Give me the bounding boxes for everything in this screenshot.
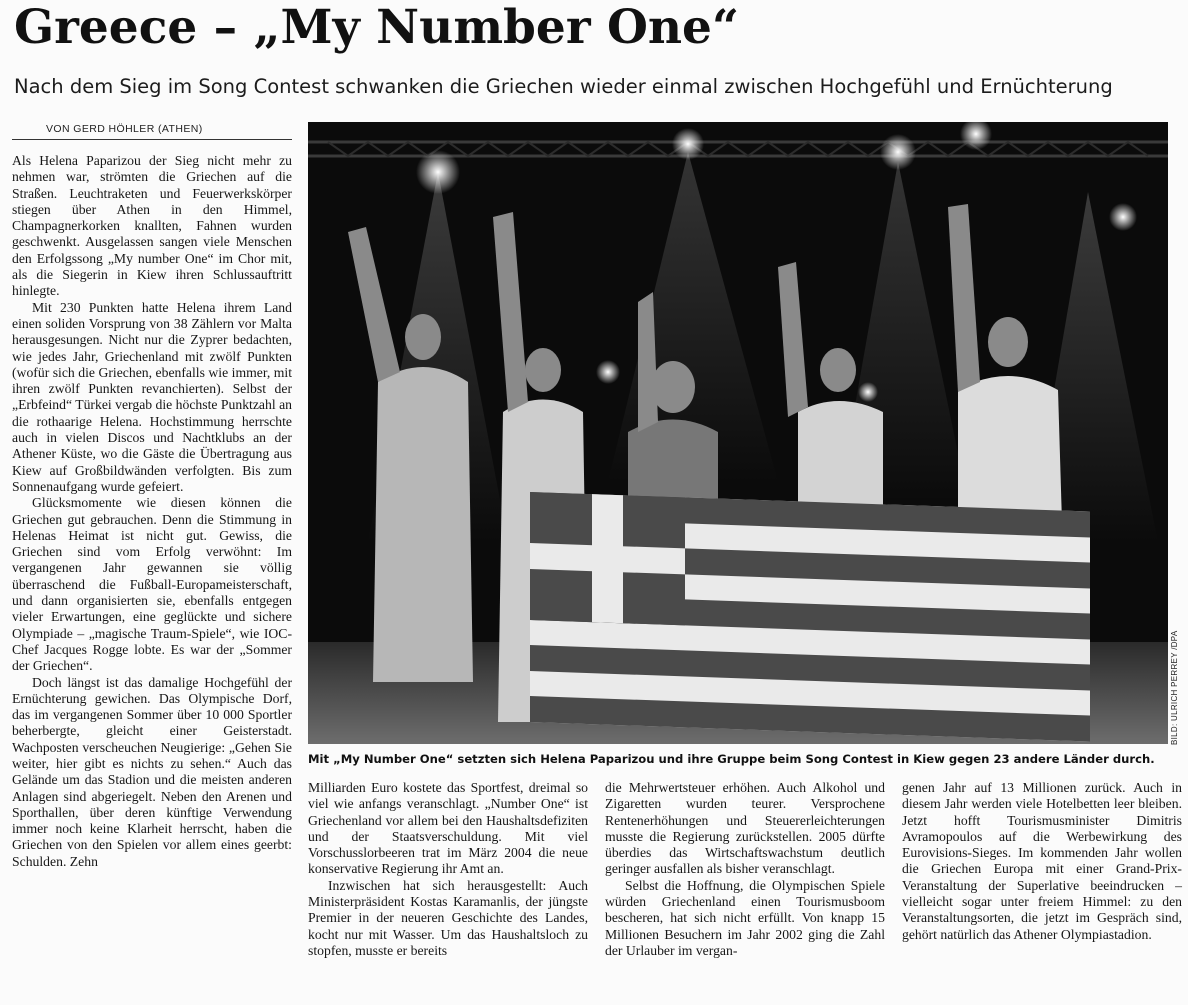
stage-photo [308, 122, 1168, 744]
paragraph: Selbst die Hoffnung, die Olympischen Spiele würden Griechenland einen Tourismusboom bescheren, hat sich nicht erfüllt. Von knapp 15 Millionen Besuchern im Jahr 2002 ging die Zahl der Urlauber im vergan- [605, 877, 885, 958]
text-column-4 [902, 780, 1182, 943]
text-column-1 [12, 153, 292, 870]
paragraph: Mit 230 Punkten hatte Helena ihrem Land einen soliden Vorsprung von 38 Zählern vor Malta herausgesungen. Nicht nur die Zyprer bedachten, wie jedes Jahr, Griechenland mit zwölf Punkten (wofür sich die Griechen, ebenfalls wie immer, mit ihren zwölf Punkten revanchierten). Selbst der „Erbfeind“ Türkei vergab die höchste Punktzahl an die rothaarige Helena. Hochstimmung herrschte auch in vielen Discos und Nachtklubs an der Athener Küste, wo die Gäste die Übertragung aus Kiew auf Großbildwänden verfolgten. Bis zum Sonnenaufgang wurde gefeiert. [12, 299, 292, 494]
photo-caption: Mit „My Number One“ setzten sich Helena Paparizou und ihre Gruppe beim Song Contest in Kiew gegen 23 andere Länder durch. [308, 752, 1155, 766]
paragraph: Inzwischen hat sich herausgestellt: Auch Ministerpräsident Kostas Karamanlis, der jüngste Premier in der neueren Geschichte des Landes, kocht nur mit Wasser. Um das Haushaltsloch zu stopfen, musste er bereits [308, 877, 588, 958]
paragraph: Glücksmomente wie diesen können die Griechen gut gebrauchen. Denn die Stimmung in Helenas Heimat ist nicht gut. Gewiss, die Griechen sind vom Erfolg verwöhnt: Im vergangenen Jahr gewannen sie völlig überraschend die Fußball-Europameisterschaft, und dann organisierten sie, ebenfalls entgegen vieler Erwartungen, eine geglückte und sichere Olympiade – „magische Traum-Spiele“, wie IOC-Chef Jacques Rogge lobte. Es war der „Sommer der Griechen“. [12, 495, 292, 674]
text-column-2 [308, 780, 588, 959]
paragraph: Milliarden Euro kostete das Sportfest, dreimal so viel wie anfangs veranschlagt. „Number One“ ist Griechenland vor allem bei den Haushaltsdefiziten und der Staatsverschuldung. Mit viel Vorschusslorbeeren trat im März 2004 die neue konservative Regierung ihr Amt an. [308, 780, 588, 877]
stage-photo-illustration [308, 122, 1168, 744]
paragraph: Doch längst ist das damalige Hochgefühl der Ernüchterung gewichen. Das Olympische Dorf, das im vergangenen Sommer über 10 000 Sportler beherbergte, gleicht einer Geisterstadt. Wachposten verscheuchen Neugierige: „Gehen Sie weiter, hier gibt es nichts zu sehen.“ Auch das Gelände um das Stadion und die meisten anderen Anlagen sind abgeriegelt. Neben den Arenen und Sporthallen, über deren künftige Verwendung immer noch keine Klarheit herrscht, haben die Griechen von den Spielen vor allem eines geerbt: Schulden. Zehn [12, 674, 292, 869]
paragraph: genen Jahr auf 13 Millionen zurück. Auch in diesem Jahr werden viele Hotelbetten leer bleiben. Jetzt hofft Tourismusminister Dimitris Avramopoulos auf die Werbewirkung des Eurovisions-Sieges. Im kommenden Jahr wollen die Griechen Europa mit einer Grand-Prix-Veranstaltung der Superlative beeindrucken – vielleicht sogar unter freiem Himmel: zu den Veranstaltungsorten, die jetzt im Gespräch sind, gehört natürlich das Athener Olympiastadion. [902, 780, 1182, 942]
photo-credit: BILD: ULRICH PERREY /DPA [1170, 630, 1179, 745]
article-headline: Greece – „My Number One“ [14, 0, 739, 55]
byline: VON GERD HÖHLER (ATHEN) [46, 123, 203, 135]
article-subheadline: Nach dem Sieg im Song Contest schwanken die Griechen wieder einmal zwischen Hochgefühl und Ernüchterung [14, 75, 1113, 98]
byline-divider [12, 139, 292, 140]
text-column-3 [605, 780, 885, 959]
paragraph: Als Helena Paparizou der Sieg nicht mehr zu nehmen war, strömten die Griechen auf die Straßen. Leuchtraketen und Feuerwerkskörper stiegen über Athen in den Himmel, Champagnerkorken knallten, Fahnen wurden geschwenkt. Ausgelassen sangen viele Menschen den Erfolgssong „My number One“ im Chor mit, als die Siegerin in Kiew ihren Schlussauftritt hinlegte. [12, 153, 292, 299]
paragraph: die Mehrwertsteuer erhöhen. Auch Alkohol und Zigaretten wurden teurer. Versprochene Rentenerhöhungen und Steuererleichterungen musste die Regierung zurückstellen. 2005 dürfte überdies das Wirtschaftswachstum deutlich geringer ausfallen als bisher veranschlagt. [605, 780, 885, 877]
